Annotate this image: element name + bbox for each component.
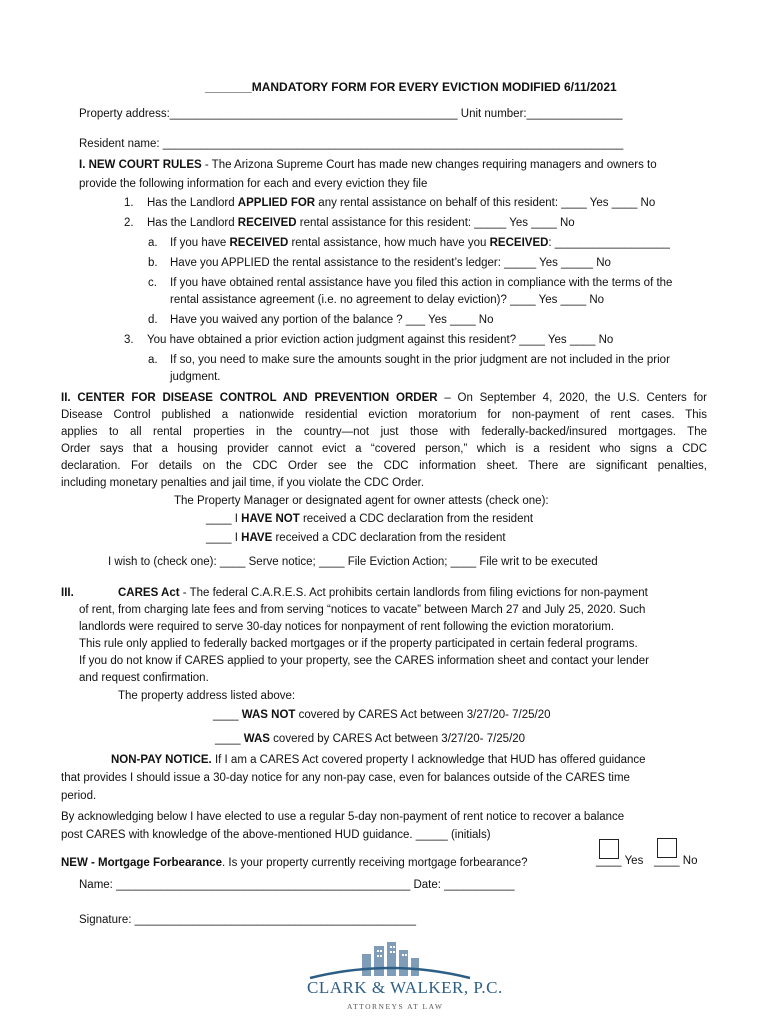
nonpay-line1: NON-PAY NOTICE. If I am a CARES Act covered property I acknowledge that HUD has offered guidance [111,754,646,766]
section3-line3: landlords were required to serve 30-day notices for nonpayment of rent following the eviction moratorium. [79,621,615,633]
question-2a-letter: a. [148,237,158,249]
question-2-number: 2. [124,217,134,229]
acknowledge-initials-line[interactable]: post CARES with knowledge of the above-mentioned HUD guidance. _____ (initials) [61,829,491,841]
cdc-option-have[interactable]: ____ I HAVE received a CDC declaration from the resident [206,532,506,544]
section3-line4: This rule only applied to federally backed mortgages or if the property participated in certain federal programs. [79,638,638,650]
cares-listed-label: The property address listed above: [118,690,296,702]
form-title: _______MANDATORY FORM FOR EVERY EVICTION MODIFIED 6/11/2021 [205,80,617,94]
section3-line5: If you do not know if CARES applied to your property, see the CARES information sheet and contact your lender [79,655,649,667]
cdc-option-have-not[interactable]: ____ I HAVE NOT received a CDC declaration from the resident [206,513,534,525]
logo-firm-name: CLARK & WALKER, P.C. [307,978,503,997]
question-2b-letter: b. [148,257,158,269]
nonpay-line3: period. [61,790,97,802]
question-2c-letter: c. [148,277,157,289]
question-2[interactable]: Has the Landlord RECEIVED rental assistance for this resident: _____ Yes ____ No [147,217,575,229]
section2-line5: declaration. For details on the CDC Order see the CDC information sheet. There are significant penalties, [61,460,707,472]
section1-heading: I. NEW COURT RULES [79,159,202,171]
mortgage-question: NEW - Mortgage Forbearance. Is your property currently receiving mortgage forbearance? [61,857,528,869]
question-2c-line1: If you have obtained rental assistance have you filed this action in compliance with the terms of the [170,277,673,289]
question-3a-line2: judgment. [170,371,221,383]
mortgage-no-label: ____ No [654,855,698,867]
cdc-wish-options[interactable]: I wish to (check one): ____ Serve notice; ____ File Eviction Action; ____ File writ to be executed [108,556,598,568]
nonpay-heading: NON-PAY NOTICE. [111,754,212,766]
question-1[interactable]: Has the Landlord APPLIED FOR any rental assistance on behalf of this resident: ____ Yes ____ No [147,197,656,209]
resident-name-line[interactable]: Resident name: ________________________________________________________________________ [79,138,624,150]
section3-number: III. [61,587,74,599]
section2-line2: Disease Control published a nationwide residential eviction moratorium for non-payment of rent cases. This [61,409,707,421]
section2-line6: including monetary penalties and jail time, if you violate the CDC Order. [61,477,425,489]
cares-option-was-not[interactable]: ____ WAS NOT covered by CARES Act between 3/27/20- 7/25/20 [213,709,551,721]
section2-heading: II. CENTER FOR DISEASE CONTROL AND PREVENTION ORDER [61,392,438,404]
cares-option-was[interactable]: ____ WAS covered by CARES Act between 3/27/20- 7/25/20 [215,733,526,745]
section2-line1: II. CENTER FOR DISEASE CONTROL AND PREVENTION ORDER – On September 4, 2020, the U.S. Centers for [61,392,708,404]
section3-line6: and request confirmation. [79,672,209,684]
question-1-number: 1. [124,197,134,209]
question-3[interactable]: You have obtained a prior eviction action judgment against this resident? ____ Yes ____ No [147,334,614,346]
cdc-attest-label: The Property Manager or designated agent for owner attests (check one): [174,495,549,507]
section3-line2: of rent, from charging late fees and from serving “notices to vacate” between March 27 and July 25, 2020. Such [79,604,646,616]
question-3a-letter: a. [148,354,158,366]
section1-intro: I. NEW COURT RULES - The Arizona Supreme Court has made new changes requiring managers and owners to [79,159,657,171]
section3-heading: CARES Act [118,587,180,599]
question-3a-line1: If so, you need to make sure the amounts sought in the prior judgment are not included in the prior [170,354,670,366]
name-date-line[interactable]: Name: ______________________________________________ Date: ___________ [79,879,515,891]
question-2a[interactable]: If you have RECEIVED rental assistance, how much have you RECEIVED: __________________ [170,237,670,249]
question-3-number: 3. [124,334,134,346]
section2-line3: applies to all rental properties in the country—not just those with federally-backed/insured mortgages. The [61,426,707,438]
section3-line1: CARES Act - The federal C.A.R.E.S. Act prohibits certain landlords from filing evictions for non-payment [118,587,648,599]
signature-line[interactable]: Signature: ____________________________________________ [79,914,417,926]
clark-walker-logo-icon [300,938,480,980]
mortgage-yes-label: ____ Yes [596,855,644,867]
mortgage-heading: NEW - Mortgage Forbearance [61,857,223,869]
acknowledge-line1: By acknowledging below I have elected to use a regular 5-day non-payment of rent notice to recover a balance [61,811,625,823]
question-2c-line2[interactable]: rental assistance agreement (i.e. no agreement to delay eviction)? ____ Yes ____ No [170,294,605,306]
logo-subtitle: ATTORNEYS AT LAW [347,1002,444,1011]
section2-line4: Order says that a housing provider cannot evict a “covered person,” which is a resident who signs a CDC [61,443,707,455]
question-2d[interactable]: Have you waived any portion of the balance ? ___ Yes ____ No [170,314,494,326]
question-2d-letter: d. [148,314,158,326]
property-address-line[interactable]: Property address:_____________________________________________ Unit number:_______________ [79,108,623,120]
nonpay-line2: that provides I should issue a 30-day notice for any non-pay case, even for balances outside of the CARES time [61,772,630,784]
question-2b[interactable]: Have you APPLIED the rental assistance to the resident’s ledger: _____ Yes _____ No [170,257,611,269]
section1-intro-line2: provide the following information for each and every eviction they file [79,178,428,190]
